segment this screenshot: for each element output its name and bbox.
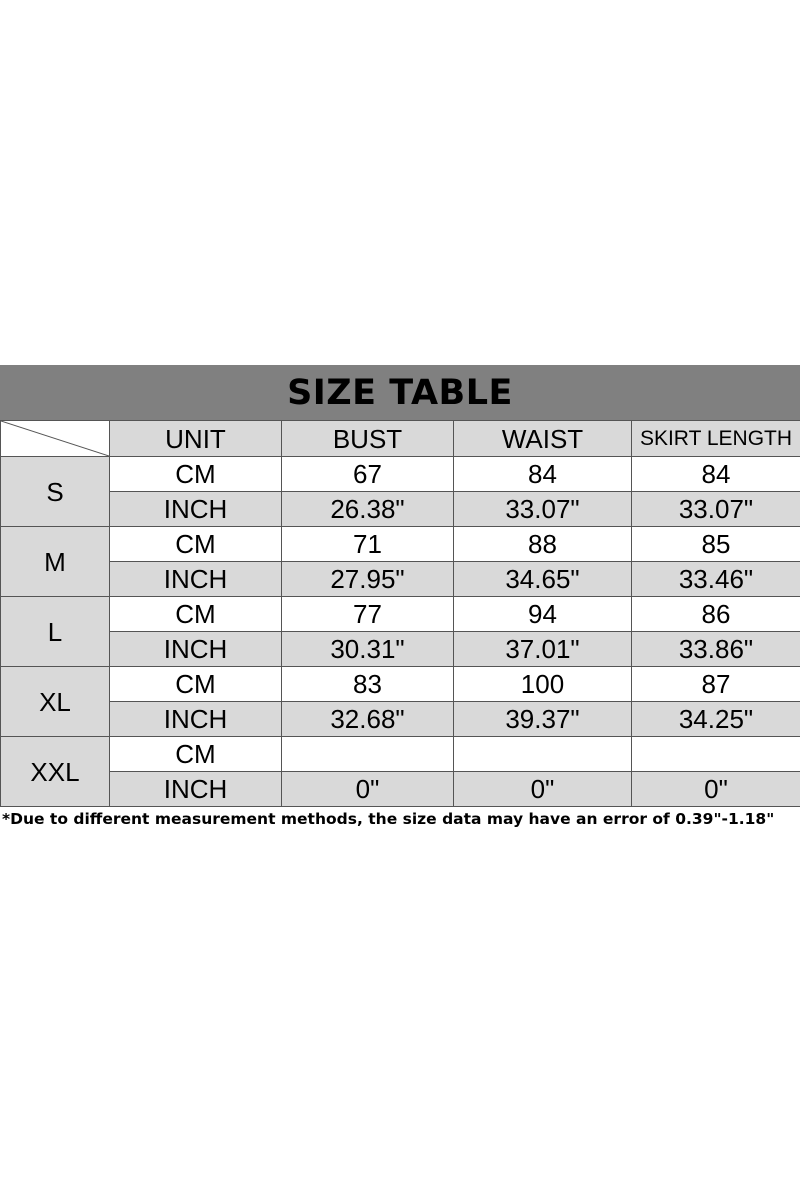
skirt-length-value: 34.25" [632, 702, 800, 737]
unit-label: CM [110, 737, 282, 772]
header-skirt-length: SKIRT LENGTH [632, 421, 800, 457]
table-row [1, 772, 800, 807]
waist-value: 37.01" [454, 632, 632, 667]
bust-value: 26.38" [282, 492, 454, 527]
size-label: XXL [1, 737, 110, 807]
bust-value: 71 [282, 527, 454, 562]
bust-value: 83 [282, 667, 454, 702]
waist-value: 33.07" [454, 492, 632, 527]
unit-label: INCH [110, 492, 282, 527]
skirt-length-value: 85 [632, 527, 800, 562]
skirt-length-value: 87 [632, 667, 800, 702]
size-label: L [1, 597, 110, 667]
table-row [1, 492, 800, 527]
waist-value: 0" [454, 772, 632, 807]
table-row [1, 632, 800, 667]
bust-value: 27.95" [282, 562, 454, 597]
header-row [1, 421, 800, 457]
unit-label: INCH [110, 702, 282, 737]
table-title: SIZE TABLE [0, 365, 800, 420]
skirt-length-value: 33.46" [632, 562, 800, 597]
bust-value [282, 737, 454, 772]
size-chart [0, 365, 800, 828]
header-unit: UNIT [110, 421, 282, 457]
skirt-length-value: 33.07" [632, 492, 800, 527]
bust-value: 32.68" [282, 702, 454, 737]
bust-value: 0" [282, 772, 454, 807]
waist-value [454, 737, 632, 772]
skirt-length-value: 86 [632, 597, 800, 632]
waist-value: 100 [454, 667, 632, 702]
skirt-length-value: 33.86" [632, 632, 800, 667]
size-label: M [1, 527, 110, 597]
header-waist: WAIST [454, 421, 632, 457]
bust-value: 77 [282, 597, 454, 632]
size-table [0, 420, 800, 807]
table-row [1, 667, 800, 702]
waist-value: 34.65" [454, 562, 632, 597]
header-bust: BUST [282, 421, 454, 457]
corner-cell [1, 421, 110, 457]
table-row [1, 457, 800, 492]
table-row [1, 562, 800, 597]
skirt-length-value: 84 [632, 457, 800, 492]
table-row [1, 702, 800, 737]
unit-label: INCH [110, 562, 282, 597]
unit-label: CM [110, 457, 282, 492]
bust-value: 30.31" [282, 632, 454, 667]
footnote: *Due to different measurement methods, the size data may have an error of 0.39"-1.18" [2, 810, 775, 828]
waist-value: 84 [454, 457, 632, 492]
unit-label: CM [110, 667, 282, 702]
unit-label: CM [110, 597, 282, 632]
diagonal-divider [1, 421, 109, 456]
waist-value: 88 [454, 527, 632, 562]
waist-value: 39.37" [454, 702, 632, 737]
table-row [1, 737, 800, 772]
table-row [1, 527, 800, 562]
bust-value: 67 [282, 457, 454, 492]
unit-label: INCH [110, 772, 282, 807]
unit-label: CM [110, 527, 282, 562]
skirt-length-value [632, 737, 800, 772]
size-label: S [1, 457, 110, 527]
size-label: XL [1, 667, 110, 737]
waist-value: 94 [454, 597, 632, 632]
skirt-length-value: 0" [632, 772, 800, 807]
table-row [1, 597, 800, 632]
unit-label: INCH [110, 632, 282, 667]
